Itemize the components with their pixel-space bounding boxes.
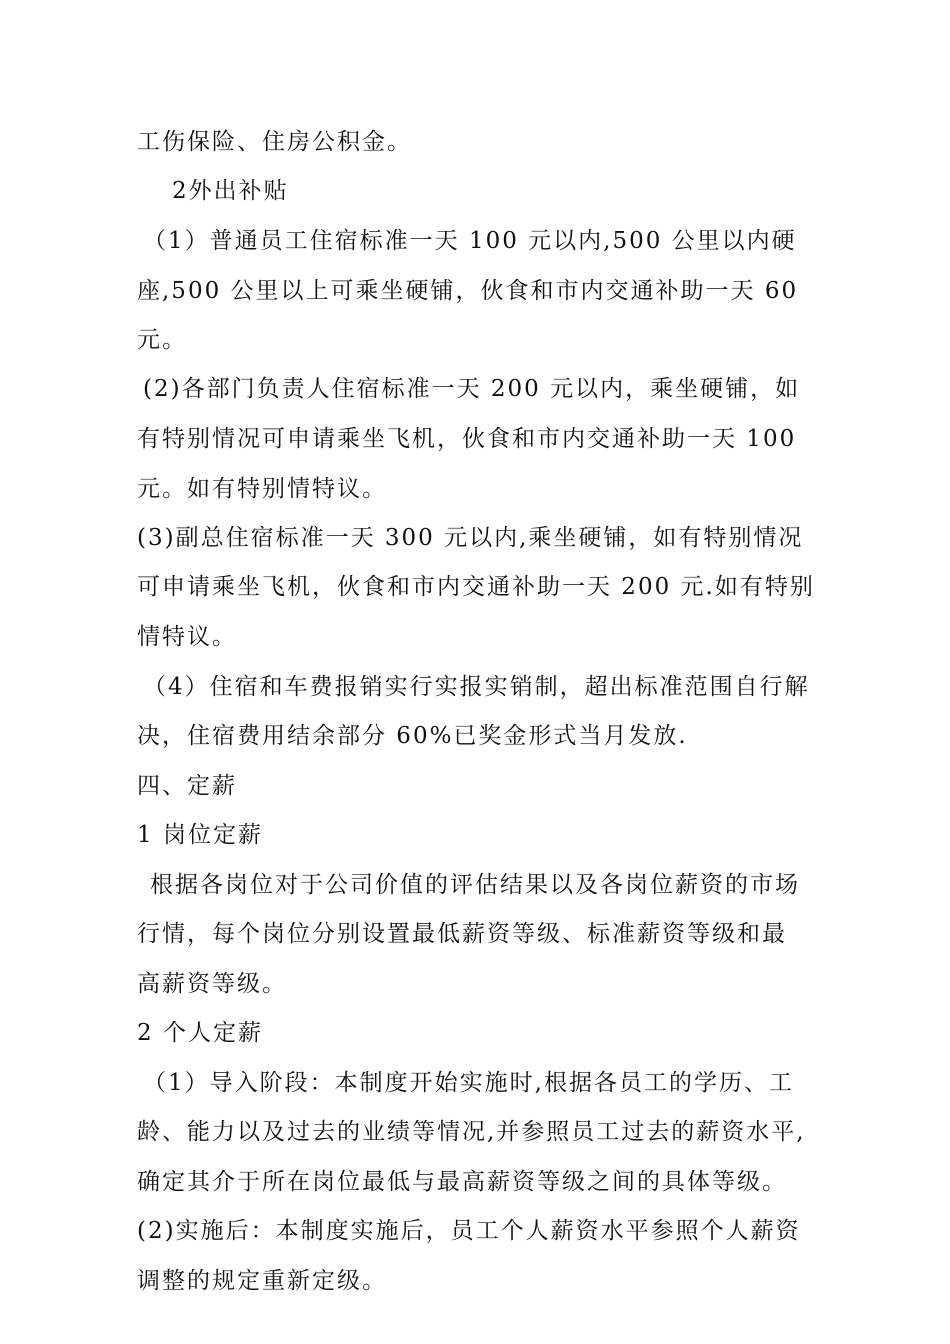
text-line: 根据各岗位对于公司价值的评估结果以及各岗位薪资的市场: [150, 872, 800, 898]
text-line: 元。如有特别情特议。: [137, 476, 387, 502]
text-line: 调整的规定重新定级。: [137, 1268, 387, 1294]
text-line: （4）住宿和车费报销实行实报实销制，超出标准范围自行解: [143, 674, 810, 700]
section-heading: 2 个人定薪: [137, 1020, 263, 1046]
text-line: 高薪资等级。: [137, 971, 287, 997]
text-line: 有特别情况可申请乘坐飞机，伙食和市内交通补助一天 100: [137, 426, 797, 452]
text-line: （1）普通员工住宿标准一天 100 元以内,500 公里以内硬: [143, 228, 797, 254]
text-line: 工伤保险、住房公积金。: [137, 129, 412, 155]
text-line: 龄、能力以及过去的业绩等情况,并参照员工过去的薪资水平,: [137, 1119, 806, 1145]
text-line: （1）导入阶段：本制度开始实施时,根据各员工的学历、工: [143, 1070, 794, 1096]
text-line: (2)实施后：本制度实施后，员工个人薪资水平参照个人薪资: [137, 1218, 801, 1244]
section-heading: 1 岗位定薪: [137, 822, 263, 848]
text-line: 情特议。: [137, 624, 237, 650]
text-line: 确定其介于所在岗位最低与最高薪资等级之间的具体等级。: [137, 1169, 787, 1195]
section-heading: 2外出补贴: [172, 178, 289, 204]
text-line: (3)副总住宿标准一天 300 元以内,乘坐硬铺，如有特别情况: [137, 525, 804, 551]
text-line: 决，住宿费用结余部分 60%已奖金形式当月发放.: [137, 723, 688, 749]
section-heading: 四、定薪: [137, 773, 237, 799]
text-line: 座,500 公里以上可乘坐硬铺，伙食和市内交通补助一天 60: [137, 278, 799, 304]
text-line: 行情，每个岗位分别设置最低薪资等级、标准薪资等级和最: [137, 921, 787, 947]
text-line: 元。: [137, 327, 187, 353]
text-line: 可申请乘坐飞机，伙食和市内交通补助一天 200 元.如有特别: [137, 574, 815, 600]
text-line: (2)各部门负责人住宿标准一天 200 元以内，乘坐硬铺，如: [143, 376, 801, 402]
